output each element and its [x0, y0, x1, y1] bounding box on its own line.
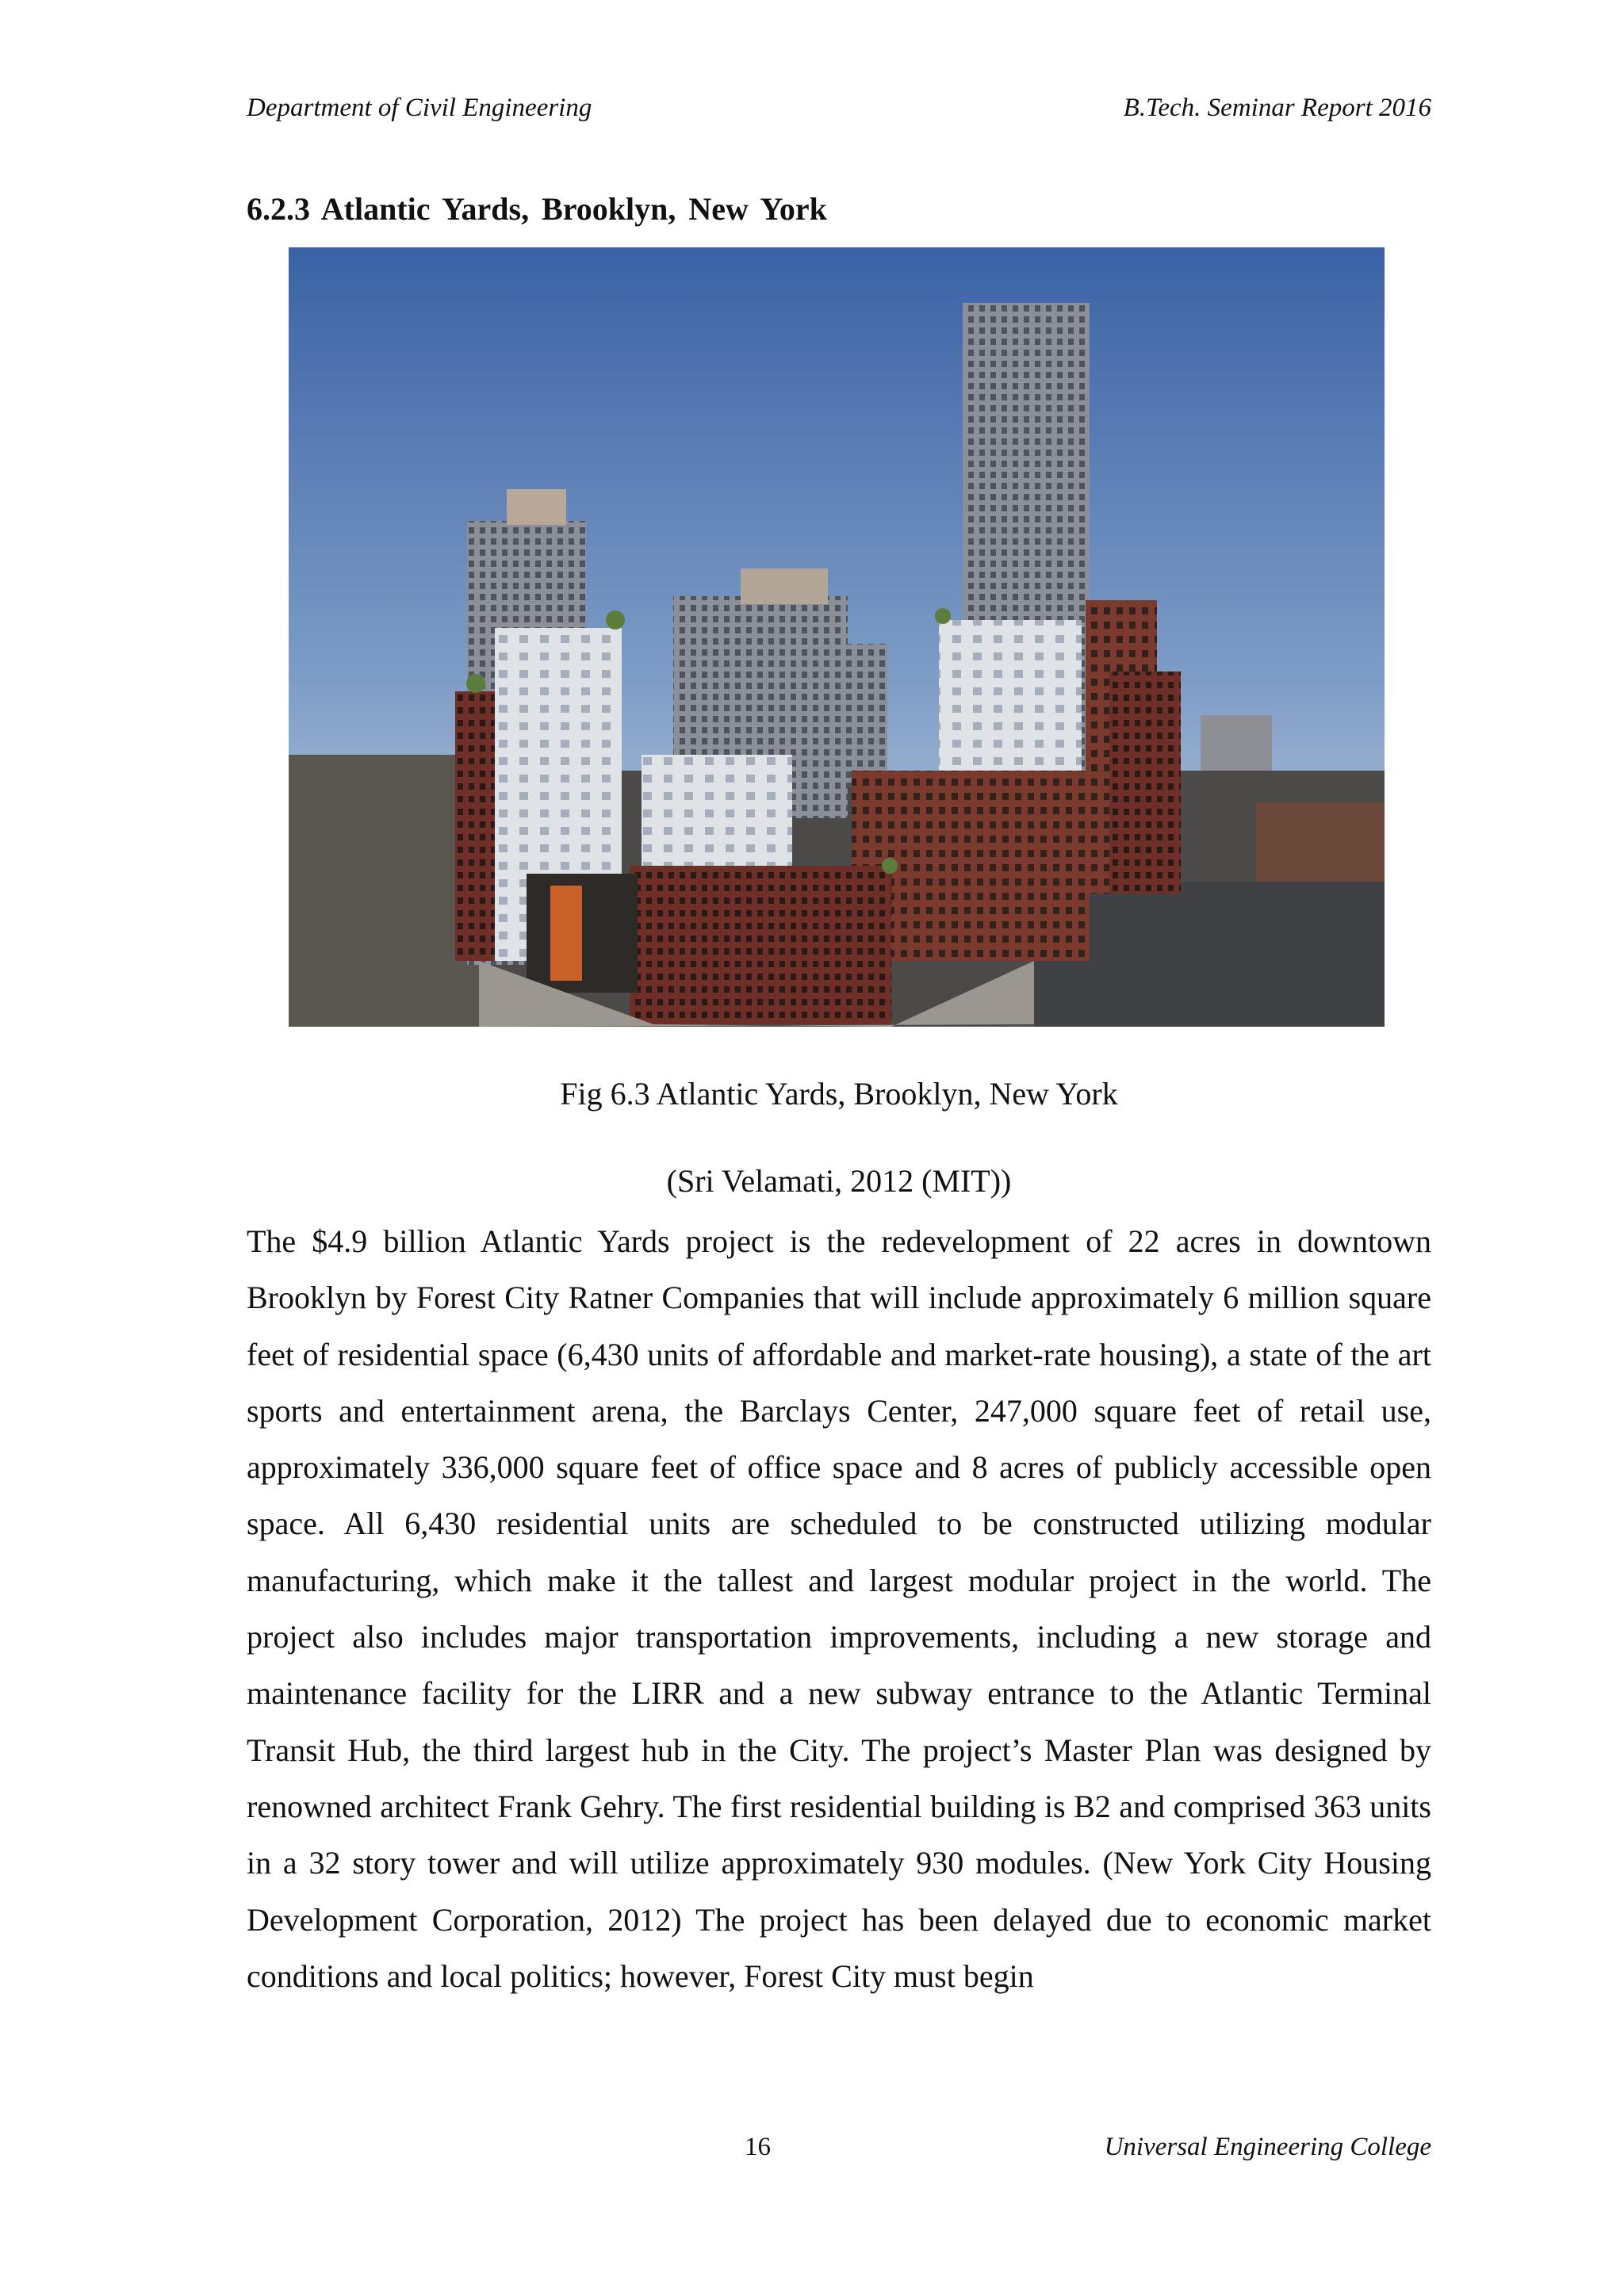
left-tower-cap — [507, 489, 566, 525]
low-rise-left — [289, 755, 479, 1027]
center-right-block — [788, 644, 887, 786]
right-brick-tower-lower — [1109, 672, 1181, 894]
atlantic-yards-rendering — [289, 247, 1385, 1027]
rooftop-tree-right — [935, 608, 951, 624]
rooftop-tree-left — [466, 674, 485, 693]
distant-skyline — [1201, 715, 1272, 771]
page-header — [247, 94, 1431, 123]
figure-source: (Sri Velamati, 2012 (MIT)) — [666, 1163, 1012, 1199]
body-paragraph: The $4.9 billion Atlantic Yards project is the redevelopment of 22 acres in downtown Brooklyn by Forest City Ratner Companies that will include approximately 6 million square feet of residential space (6,430 units of affordable and market-rate housing), a state of the art sports and entertainment arena, the Barclays Center, 247,000 square feet of retail use, approximately 336,000 square feet of office space and 8 acres of publicly accessible open space. All 6,430 residential units are scheduled to be constructed utilizing modular manufacturing, which make it the tallest and largest modular project in the world. The project also includes major transportation improvements, including a new storage and maintenance facility for the LIRR and a new subway entrance to the Atlantic Terminal Transit Hub, the third largest hub in the City. The project’s Master Plan was designed by renowned architect Frank Gehry. The first residential building is B2 and comprised 363 units in a 32 story tower and will utilize approximately 930 modules. (New York City Housing Development Corporation, 2012) The project has been delayed due to economic market conditions and local politics; however, Forest City must begin — [247, 1223, 1431, 1994]
entrance-accent — [550, 886, 582, 981]
footer-college: Universal Engineering College — [1104, 2133, 1431, 2161]
section-heading: 6.2.3 Atlantic Yards, Brooklyn, New York — [247, 191, 827, 227]
atlantic-yards-figure — [289, 247, 1385, 1027]
front-brick-block — [630, 866, 891, 1024]
header-report-title: B.Tech. Seminar Report 2016 — [1123, 94, 1431, 122]
street-tree — [882, 858, 898, 874]
figure-caption: Fig 6.3 Atlantic Yards, Brooklyn, New York — [560, 1076, 1118, 1112]
page-number: 16 — [745, 2133, 771, 2161]
center-tower-cap — [741, 568, 828, 604]
header-department: Department of Civil Engineering — [247, 94, 592, 122]
page-footer — [247, 2133, 1431, 2172]
rooftop-tree — [606, 610, 625, 629]
right-white-block — [939, 620, 1082, 786]
